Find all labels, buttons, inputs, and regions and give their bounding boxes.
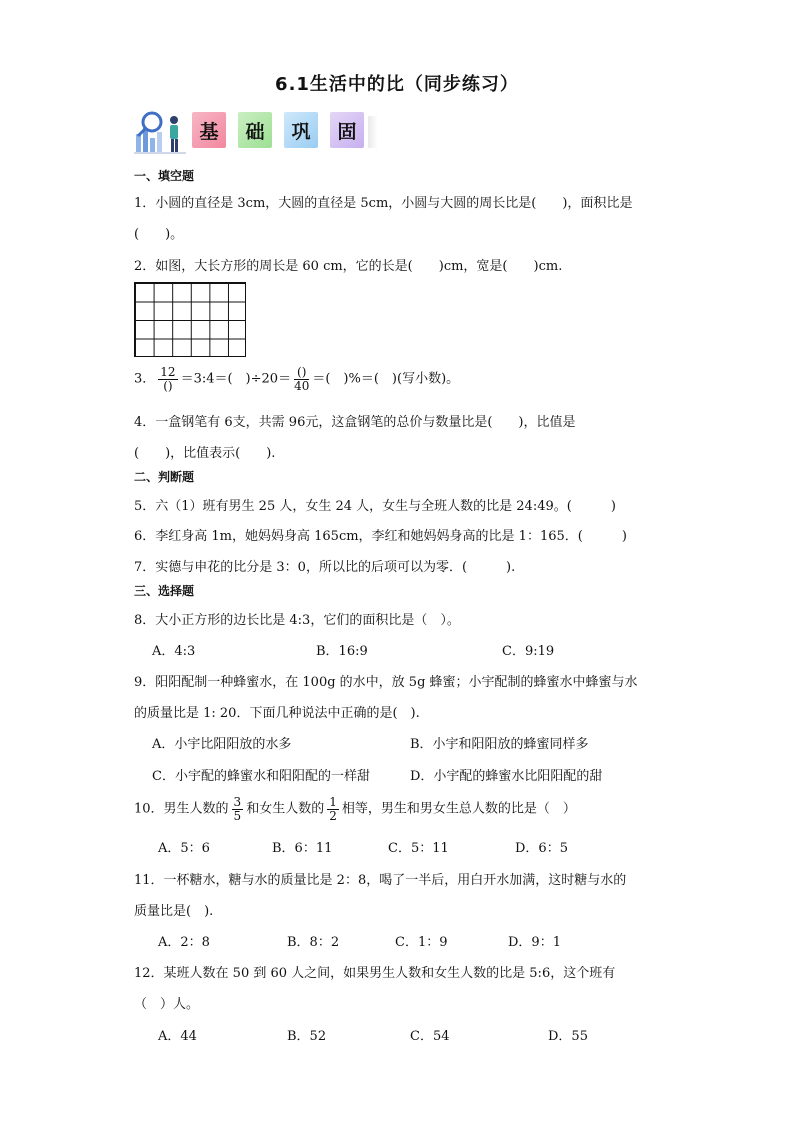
- q3-tail: ＝( )%＝( )(写小数)。: [312, 371, 460, 387]
- q6-line: 6．李红身高 1m，她妈妈身高 165cm，李红和她妈妈身高的比是 1：165．( ): [134, 529, 627, 544]
- section-heading-choice: 三、选择题: [134, 584, 195, 598]
- q3-fraction-2-den: 40: [294, 378, 310, 393]
- q12-option-b[interactable]: B．52: [287, 1029, 327, 1044]
- q3-middle: ＝3:4＝( )÷20＝: [180, 371, 292, 387]
- q3-fraction-2-num: (): [294, 366, 309, 380]
- q12-line-1: 12．某班人数在 50 到 60 人之间，如果男生人数和女生人数的比是 5:6，这个班有: [134, 966, 616, 981]
- q3-fraction-2: [294, 366, 309, 392]
- q4-line-2: ( )，比值表示( ).: [134, 446, 276, 461]
- q11-line-1: 11．一杯糖水，糖与水的质量比是 2：8，喝了一半后，用白开水加满，这时糖与水的: [134, 873, 627, 888]
- q9-option-d[interactable]: D．小宇配的蜂蜜水比阳阳配的甜: [410, 769, 603, 784]
- q11-line-2: 质量比是( ).: [134, 904, 214, 919]
- q11-option-c[interactable]: C．1：9: [395, 935, 448, 950]
- page-title: 6.1生活中的比（同步练习）: [275, 74, 519, 95]
- q10-tail: 相等，男生和男女生总人数的比是（ ）: [341, 801, 576, 817]
- q10-option-b[interactable]: B．6：11: [272, 841, 333, 856]
- section-heading-fill-blank: 一、填空题: [134, 169, 195, 183]
- q10-fraction-2: [327, 796, 339, 822]
- q10-middle: 和女生人数的: [246, 801, 325, 817]
- q3-line: [134, 366, 459, 392]
- q2-line-1: 2．如图，大长方形的周长是 60 cm，它的长是( )cm，宽是( )cm.: [134, 259, 563, 274]
- banner-tile-1: 基: [192, 112, 226, 148]
- q10-option-c[interactable]: C．5：11: [388, 841, 449, 856]
- q10-fraction-1-den: 5: [233, 808, 242, 823]
- q8-line: 8．大小正方形的边长比是 4:3，它们的面积比是（ ）。: [134, 613, 460, 628]
- q4-line-1: 4．一盒钢笔有 6支，共需 96元，这盒钢笔的总价与数量比是( )，比值是: [134, 415, 576, 430]
- q9-option-a[interactable]: A．小宇比阳阳放的水多: [152, 737, 292, 752]
- q11-option-d[interactable]: D．9：1: [508, 935, 561, 950]
- q7-line: 7．实德与申花的比分是 3：0，所以比的后项可以为零．( ).: [134, 560, 516, 575]
- q9-option-b[interactable]: B．小宇和阳阳放的蜂蜜同样多: [410, 737, 589, 752]
- banner-tile-4: 固: [330, 112, 364, 148]
- q10-fraction-1: [232, 796, 244, 822]
- q5-line: 5．六（1）班有男生 25 人，女生 24 人，女生与全班人数的比是 24:49。( ): [134, 499, 616, 514]
- q3-fraction-1: [158, 366, 177, 392]
- q10-option-a[interactable]: A．5：6: [158, 841, 210, 856]
- q8-option-a[interactable]: A．4:3: [152, 644, 196, 659]
- q9-option-c[interactable]: C．小宇配的蜂蜜水和阳阳配的一样甜: [152, 769, 370, 784]
- q12-line-2: （ ）人。: [134, 997, 200, 1012]
- q12-option-c[interactable]: C．54: [410, 1029, 450, 1044]
- q12-option-d[interactable]: D．55: [548, 1029, 588, 1044]
- q10-fraction-2-num: 1: [329, 795, 337, 809]
- q10-line: [134, 796, 576, 822]
- section-heading-judgement: 二、判断题: [134, 470, 195, 484]
- q3-fraction-1-num: 12: [160, 365, 176, 379]
- q8-option-c[interactable]: C．9:19: [502, 644, 555, 659]
- q11-option-b[interactable]: B．8：2: [287, 935, 340, 950]
- rectangle-grid-figure: [134, 282, 246, 357]
- analysis-person-icon: [132, 108, 188, 156]
- q8-option-b[interactable]: B．16:9: [316, 644, 368, 659]
- q10-prefix: 10．男生人数的: [134, 801, 229, 817]
- q1-line-1: 1．小圆的直径是 3cm，大圆的直径是 5cm，小圆与大圆的周长比是( )，面积比是: [134, 196, 633, 211]
- banner-tile-2: 础: [238, 112, 272, 148]
- q1-line-2: ( )。: [134, 227, 184, 242]
- banner-decoration: [368, 116, 378, 148]
- q10-fraction-2-den: 2: [329, 808, 337, 823]
- q9-line-1: 9．阳阳配制一种蜂蜜水，在 100g 的水中，放 5g 蜂蜜；小宇配制的蜂蜜水中蜂蜜与水: [134, 675, 638, 690]
- q10-option-d[interactable]: D．6：5: [515, 841, 568, 856]
- q12-option-a[interactable]: A．44: [158, 1029, 197, 1044]
- q3-fraction-1-den: (): [163, 378, 173, 393]
- q11-option-a[interactable]: A．2：8: [158, 935, 210, 950]
- q9-line-2: 的质量比是 1: 20．下面几种说法中正确的是( ).: [134, 706, 420, 721]
- banner-tile-3: 巩: [284, 112, 318, 148]
- q10-fraction-1-num: 3: [233, 795, 242, 809]
- q3-prefix: 3．: [134, 371, 156, 387]
